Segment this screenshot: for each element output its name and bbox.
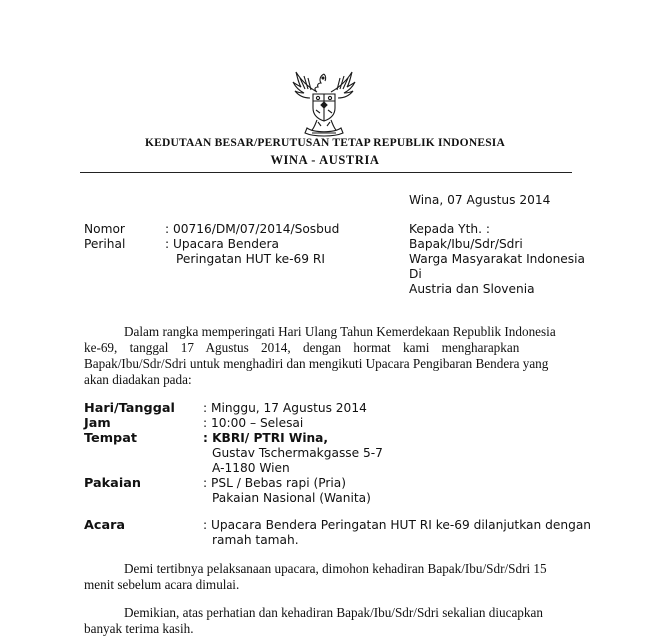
tempat-value-2: Gustav Tschermakgasse 5-7 — [212, 446, 383, 460]
paragraph-3-line-2: banyak terima kasih. — [84, 621, 194, 636]
paragraph-3-line-1: Demikian, atas perhatian dan kehadiran Bapak/Ibu/Sdr/Sdri sekalian diucapkan — [124, 605, 543, 620]
acara-value-1: : Upacara Bendera Peringatan HUT RI ke-69 dilanjutkan dengan — [203, 518, 592, 532]
jam-label: Jam — [84, 416, 111, 431]
hari-value: : Minggu, 17 Agustus 2014 — [203, 401, 367, 415]
nomor-label: Nomor — [84, 222, 125, 236]
recipient-line-3: Warga Masyarakat Indonesia — [409, 252, 586, 266]
paragraph-2-line-1: Demi tertibnya pelaksanaan upacara, dimohon kehadiran Bapak/Ibu/Sdr/Sdri 15 — [124, 561, 547, 576]
paragraph-1-line-3: Bapak/Ibu/Sdr/Sdri untuk menghadiri dan mengikuti Upacara Pengibaran Bendera yang — [84, 356, 549, 371]
letter-date: Wina, 07 Agustus 2014 — [409, 193, 551, 207]
paragraph-1-line-1: Dalam rangka memperingati Hari Ulang Tahun Kemerdekaan Republik Indonesia — [124, 324, 556, 339]
tempat-label: Tempat — [84, 431, 137, 446]
nomor-value: : 00716/DM/07/2014/Sosbud — [165, 222, 340, 236]
recipient-line-1: Kepada Yth. : — [409, 222, 490, 236]
recipient-line-2: Bapak/Ibu/Sdr/Sdri — [409, 237, 523, 251]
tempat-value-3: A-1180 Wien — [212, 461, 290, 475]
perihal-value-1: : Upacara Bendera — [165, 237, 279, 251]
recipient-line-5: Austria dan Slovenia — [409, 282, 535, 296]
letterhead-line-2: WINA - AUSTRIA — [270, 153, 380, 167]
acara-value-2: ramah tamah. — [212, 533, 299, 547]
paragraph-2-line-2: menit sebelum acara dimulai. — [84, 577, 240, 592]
hari-label: Hari/Tanggal — [84, 401, 175, 416]
acara-label: Acara — [84, 518, 126, 533]
tempat-value-1: : KBRI/ PTRI Wina, — [203, 431, 329, 445]
pakaian-value-1: : PSL / Bebas rapi (Pria) — [203, 476, 346, 490]
paragraph-1-line-2: ke-69, tanggal 17 Agustus 2014, dengan hormat kami mengharapkan — [84, 340, 520, 355]
recipient-line-4: Di — [409, 267, 422, 281]
jam-value: : 10:00 – Selesai — [203, 416, 304, 430]
letterhead-line-1: KEDUTAAN BESAR/PERUTUSAN TETAP REPUBLIK INDONESIA — [145, 137, 505, 149]
pakaian-value-2: Pakaian Nasional (Wanita) — [212, 491, 371, 505]
garuda-emblem-icon — [290, 70, 358, 138]
letterhead-divider — [80, 172, 572, 173]
perihal-label: Perihal — [84, 237, 126, 251]
paragraph-1-line-4: akan diadakan pada: — [84, 372, 192, 387]
perihal-value-2: Peringatan HUT ke-69 RI — [176, 252, 325, 266]
pakaian-label: Pakaian — [84, 476, 141, 491]
